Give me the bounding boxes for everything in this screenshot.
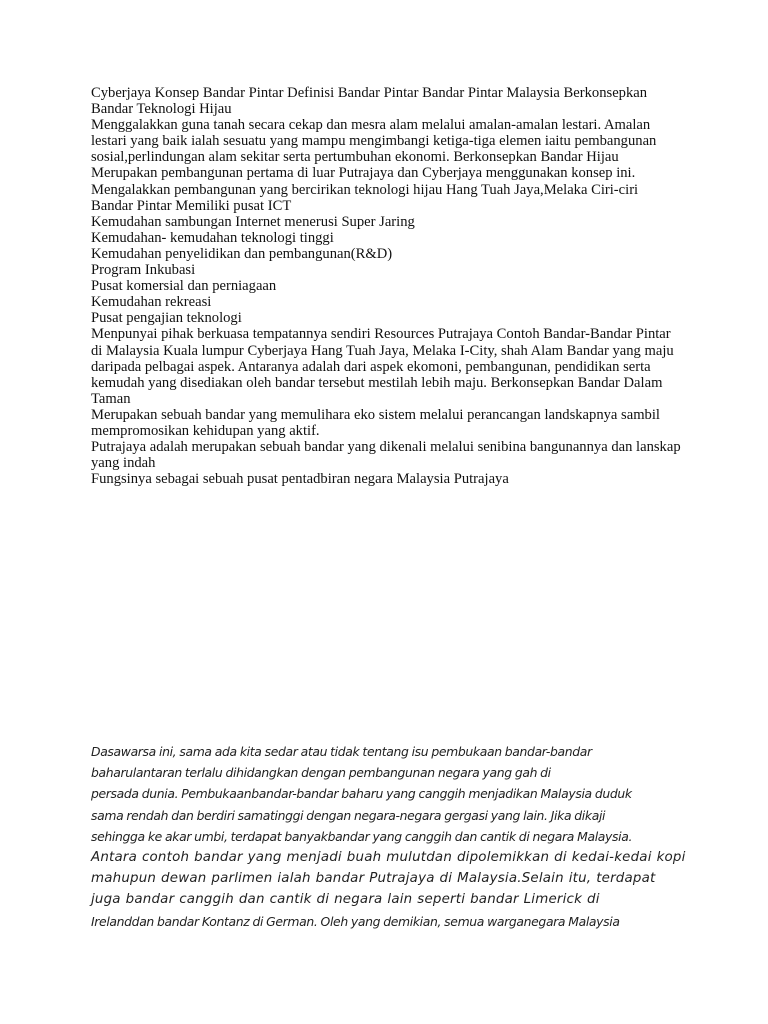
- paragraph: Pusat pengajian teknologi: [91, 310, 242, 327]
- handwritten-style-text-block: [91, 741, 686, 932]
- paragraph: Program Inkubasi: [91, 262, 196, 279]
- text-line: baharulantaran terlalu dihidangkan dengan pembangunan negara yang gah di: [91, 765, 551, 781]
- paragraph: Pusat komersial dan perniagaan: [91, 278, 277, 295]
- text-line: juga bandar canggih dan cantik di negara lain seperti bandar Limerick di: [91, 892, 600, 908]
- paragraph: Kemudahan penyelidikan dan pembangunan(R&D): [91, 245, 393, 262]
- paragraph: Kemudahan- kemudahan teknologi tinggi: [91, 229, 334, 246]
- text-line: mahupun dewan parlimen ialah bandar Putrajaya di Malaysia.Selain itu, terdapat: [91, 871, 656, 887]
- paragraph: Putrajaya adalah merupakan sebuah bandar yang dikenali melalui senibina bangunannya dan lanskap yang indah: [91, 439, 681, 472]
- text-line: Irelanddan bandar Kontanz di German. Oleh yang demikian, semua warganegara Malaysia: [91, 913, 620, 929]
- text-line: persada dunia. Pembukaanbandar-bandar baharu yang canggih menjadikan Malaysia duduk: [91, 786, 632, 802]
- paragraph: Cyberjaya Konsep Bandar Pintar Definisi Bandar Pintar Bandar Pintar Malaysia Berkonsepkan Bandar Teknologi Hijau: [91, 85, 648, 118]
- paragraph: Menggalakkan guna tanah secara cekap dan mesra alam melalui amalan-amalan lestari. Amalan lestari yang baik ialah sesuatu yang mampu mengimbangi ketiga-tiga elemen iaitu pembangunan sosial,perlindungan alam sekitar serta pertumbuhan ekonomi. Berkonsepkan Bandar Hijau: [91, 117, 657, 166]
- paragraph: Fungsinya sebagai sebuah pusat pentadbiran negara Malaysia Putrajaya: [91, 471, 509, 488]
- paragraph: Menpunyai pihak berkuasa tempatannya sendiri Resources Putrajaya Contoh Bandar-Bandar Pintar di Malaysia Kuala lumpur Cyberjaya Hang Tuah Jaya, Melaka I-City, shah Alam Bandar yang maju daripada pelbagai aspek. Antaranya adalah dari aspek ekomoni, pembangunan, pendidikan serta kemudah yang disediakan oleh bandar tersebut mestilah lebih maju. Berkonsepkan Bandar Dalam Taman: [91, 326, 674, 407]
- paragraph: Merupakan sebuah bandar yang memulihara eko sistem melalui perancangan landskapnya sambil mempromosikan kehidupan yang aktif.: [91, 406, 660, 439]
- text-line: Antara contoh bandar yang menjadi buah mulutdan dipolemikkan di kedai-kedai kopi: [91, 850, 686, 866]
- typed-text-block: [91, 85, 681, 487]
- paragraph: Kemudahan sambungan Internet menerusi Super Jaring: [91, 213, 415, 230]
- paragraph: Merupakan pembangunan pertama di luar Putrajaya dan Cyberjaya menggunakan konsep ini. Mengalakkan pembangunan yang bercirikan teknologi hijau Hang Tuah Jaya,Melaka Ciri-ciri Bandar Pintar Memiliki pusat ICT: [91, 165, 639, 214]
- text-line: sama rendah dan berdiri samatinggi dengan negara-negara gergasi yang lain. Jika dikaji: [91, 807, 606, 823]
- paragraph: Kemudahan rekreasi: [91, 294, 212, 311]
- text-line: Dasawarsa ini, sama ada kita sedar atau tidak tentang isu pembukaan bandar-bandar: [91, 744, 592, 759]
- text-line: sehingga ke akar umbi, terdapat banyakbandar yang canggih dan cantik di negara Malaysia.: [91, 828, 633, 844]
